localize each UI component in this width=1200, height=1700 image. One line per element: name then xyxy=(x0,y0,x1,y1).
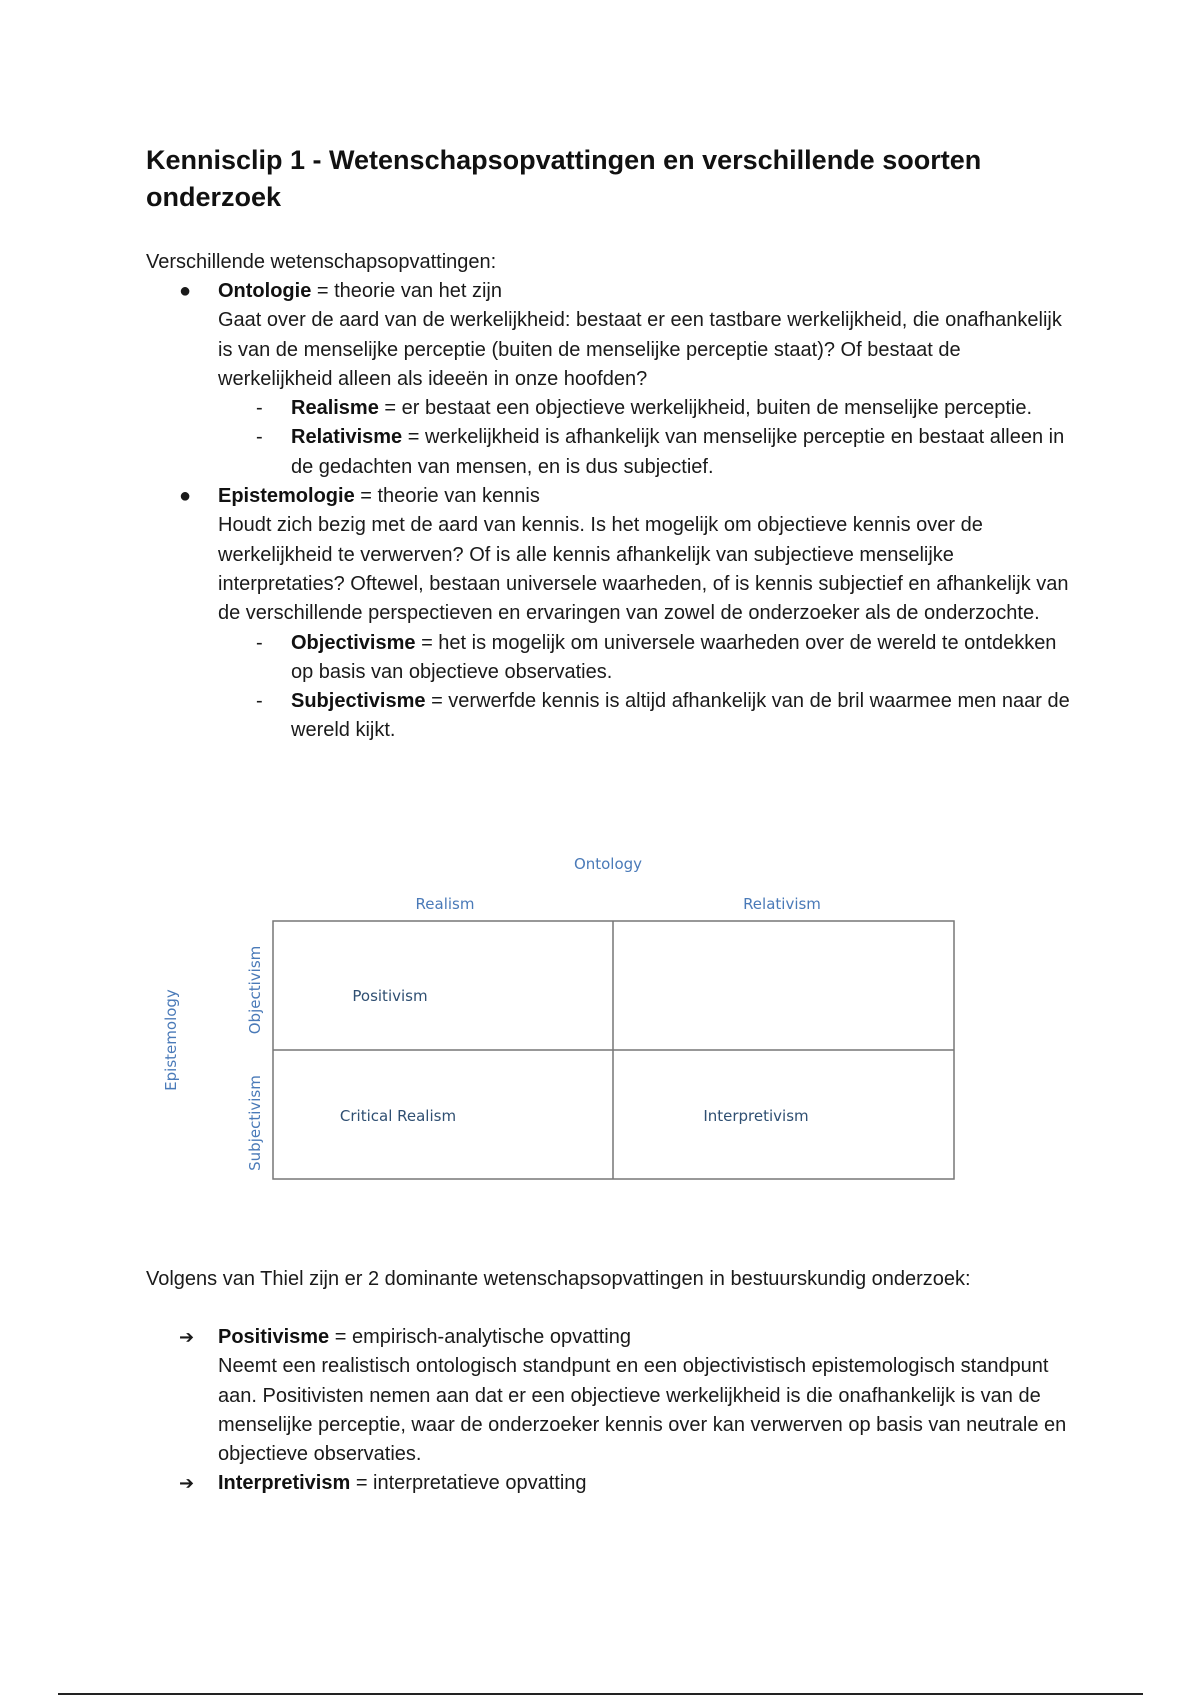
list-item-positivisme xyxy=(146,1323,1076,1469)
def-ontologie: = theorie van het zijn xyxy=(311,280,503,302)
term-positivisme: Positivisme xyxy=(218,1326,330,1348)
dash-marker: - xyxy=(256,397,263,420)
label-subjectivism: Subjectivism xyxy=(246,1075,264,1171)
label-relativism: Relativism xyxy=(743,895,821,913)
def-epistemologie: = theorie van kennis xyxy=(354,485,540,508)
dash-marker: - xyxy=(256,690,263,713)
term-objectivisme: Objectivisme xyxy=(291,631,416,654)
def-relativisme: = werkelijkheid is afhankelijk van menselijke perceptie en bestaat alleen in de gedachten van mensen, en is dus subjectief. xyxy=(291,426,1065,478)
arrow-marker: ➔ xyxy=(179,1473,195,1494)
def-interpretivism: = interpretatieve opvatting xyxy=(350,1472,587,1495)
def-subjectivisme: = verwerfde kennis is altijd afhankelijk van de bril waarmee men naar de wereld kijkt. xyxy=(291,690,1070,742)
section2-intro: Volgens van Thiel zijn er 2 dominante wetenschapsopvattingen in bestuurskundig onderzoek: xyxy=(146,1268,971,1290)
page-title: Kennisclip 1 - Wetenschapsopvattingen en verschillende soorten onderzoek xyxy=(146,145,982,212)
label-objectivism: Objectivism xyxy=(246,945,264,1035)
sub-item-objectivisme xyxy=(146,629,1076,688)
ontology-epistemology-diagram xyxy=(146,845,1006,1200)
quadrant-critical-realism: Critical Realism xyxy=(339,1107,457,1125)
term-subjectivisme: Subjectivisme xyxy=(291,690,426,713)
list-item-ontologie xyxy=(146,277,1076,394)
intro-text: Verschillende wetenschapsopvattingen: xyxy=(146,251,497,273)
views-list xyxy=(146,277,1076,746)
desc-epistemologie: Houdt zich bezig met de aard van kennis. Is het mogelijk om objectieve kennis over de werkelijkheid te verwerven? Of is alle kennis afhankelijk van subjectieve menselijke interpretaties? Oftewel, bestaan universele waarheden, of is kennis subjectief en afhankelijk van de verschillende perspectieven en ervaringen van zowel de onderzoeker als de onderzochte. xyxy=(218,514,1069,625)
dash-marker: - xyxy=(256,631,263,654)
term-ontologie: Ontologie xyxy=(218,280,312,302)
term-epistemologie: Epistemologie xyxy=(218,485,355,508)
def-objectivisme: = het is mogelijk om universele waarheden over de wereld te ontdekken op basis van objectieve observaties. xyxy=(291,631,1057,683)
bullet-marker: ● xyxy=(179,280,192,302)
bottom-divider xyxy=(58,1693,1143,1695)
dominant-views-list xyxy=(146,1323,1076,1499)
dash-marker: - xyxy=(256,426,263,449)
arrow-marker: ➔ xyxy=(179,1327,195,1347)
quadrant-positivism: Positivism xyxy=(352,987,428,1005)
def-positivisme: = empirisch-analytische opvatting xyxy=(329,1326,631,1348)
bullet-marker: ● xyxy=(179,485,192,508)
quadrant-interpretivism: Interpretivism xyxy=(703,1107,809,1125)
label-ontology: Ontology xyxy=(573,855,643,873)
sub-item-realisme xyxy=(146,394,1076,423)
term-interpretivism: Interpretivism xyxy=(218,1472,351,1495)
list-item-interpretivism xyxy=(146,1469,1076,1498)
diagram-svg xyxy=(146,845,1006,1200)
desc-ontologie: Gaat over de aard van de werkelijkheid: bestaat er een tastbare werkelijkheid, die onafhankelijk is van de menselijke perceptie (buiten de menselijke perceptie staat)? Of bestaat de werkelijkheid alleen als ideeën in onze hoofden? xyxy=(218,309,1062,390)
desc-positivisme: Neemt een realistisch ontologisch standpunt en een objectivistisch epistemologisch standpunt aan. Positivisten nemen aan dat er een objectieve werkelijkheid is die onafhankelijk is van de menselijke perceptie, waar de onderzoeker kennis over kan verwerven op basis van neutrale en objectieve observaties. xyxy=(218,1355,1067,1466)
diagram-background xyxy=(146,845,1006,1200)
sub-item-subjectivisme xyxy=(146,687,1076,746)
list-item-epistemologie xyxy=(146,482,1076,628)
label-realism: Realism xyxy=(415,895,475,913)
label-epistemology: Epistemology xyxy=(162,989,180,1091)
def-realisme: = er bestaat een objectieve werkelijkheid, buiten de menselijke perceptie. xyxy=(378,397,1033,420)
sub-item-relativisme xyxy=(146,423,1076,482)
term-relativisme: Relativisme xyxy=(291,426,403,449)
term-realisme: Realisme xyxy=(291,397,379,420)
